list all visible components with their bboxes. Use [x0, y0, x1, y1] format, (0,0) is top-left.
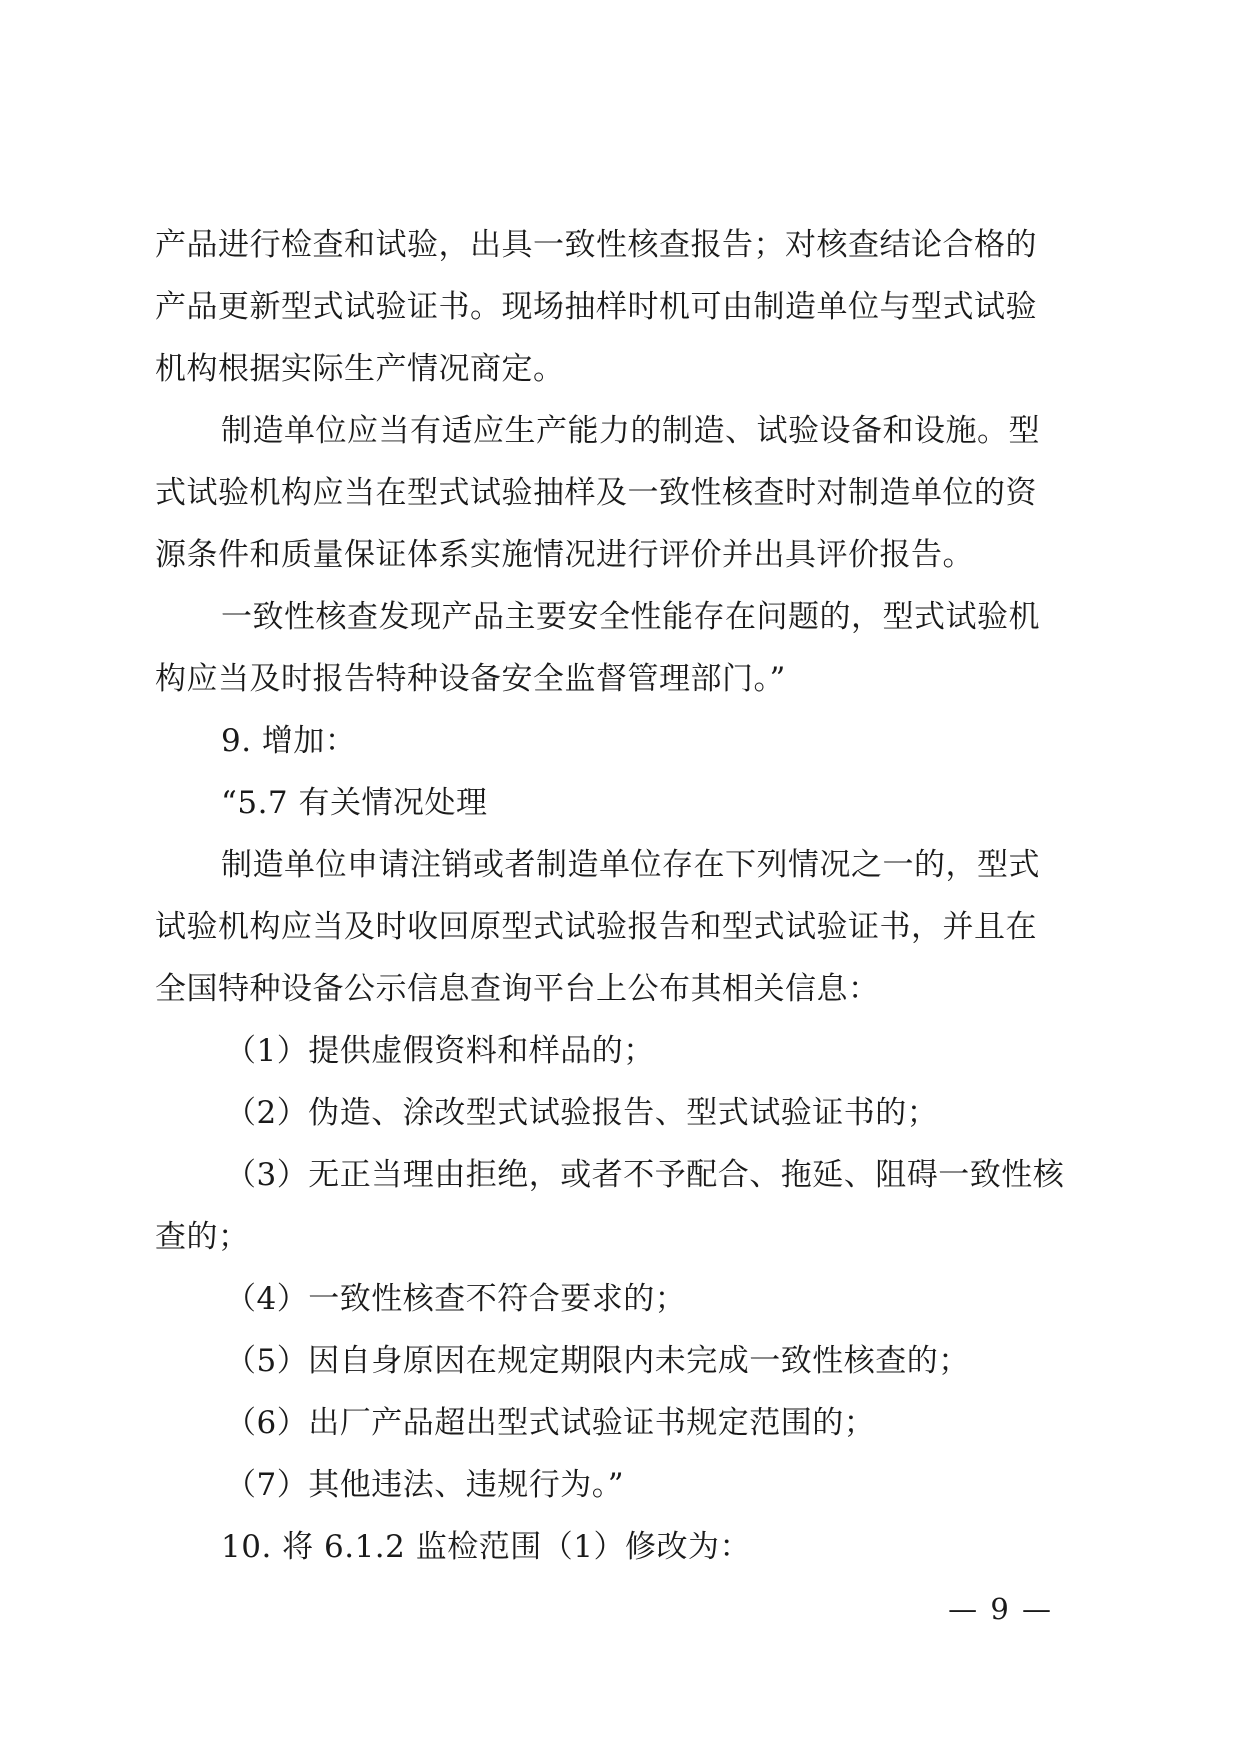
page-number: — 9 —: [948, 1592, 1053, 1626]
list-item: （4）一致性核查不符合要求的；: [225, 1281, 687, 1317]
section-item: 9. 增加：: [221, 723, 357, 759]
list-item: （7）其他违法、违规行为。”: [225, 1467, 625, 1503]
text-line: 产品更新型式试验证书。现场抽样时机可由制造单位与型式试验: [155, 289, 1037, 325]
text-line: 一致性核查发现产品主要安全性能存在问题的，型式试验机: [221, 599, 1040, 635]
text-line: 制造单位应当有适应生产能力的制造、试验设备和设施。型: [221, 413, 1040, 449]
body-text: [155, 214, 1090, 1578]
text-line: 产品进行检查和试验，出具一致性核查报告；对核查结论合格的: [155, 227, 1037, 263]
list-item: （1）提供虚假资料和样品的；: [225, 1033, 655, 1069]
text-line: 构应当及时报告特种设备安全监督管理部门。”: [155, 661, 786, 697]
text-line: 机构根据实际生产情况商定。: [155, 351, 565, 387]
list-item: （3）无正当理由拒绝，或者不予配合、拖延、阻碍一致性核: [225, 1157, 1065, 1193]
text-line: 制造单位申请注销或者制造单位存在下列情况之一的，型式: [221, 847, 1040, 883]
list-item: （5）因自身原因在规定期限内未完成一致性核查的；: [225, 1343, 970, 1379]
text-line: 查的；: [155, 1219, 250, 1255]
text-line: 式试验机构应当在型式试验抽样及一致性核查时对制造单位的资: [155, 475, 1037, 511]
section-item: 10. 将 6.1.2 监检范围（1）修改为：: [221, 1529, 751, 1565]
text-line: 全国特种设备公示信息查询平台上公布其相关信息：: [155, 971, 880, 1007]
section-heading: “5.7 有关情况处理: [221, 785, 488, 821]
list-item: （6）出厂产品超出型式试验证书规定范围的；: [225, 1405, 876, 1441]
list-item: （2）伪造、涂改型式试验报告、型式试验证书的；: [225, 1095, 939, 1131]
text-line: 试验机构应当及时收回原型式试验报告和型式试验证书，并且在: [155, 909, 1037, 945]
text-line: 源条件和质量保证体系实施情况进行评价并出具评价报告。: [155, 537, 974, 573]
